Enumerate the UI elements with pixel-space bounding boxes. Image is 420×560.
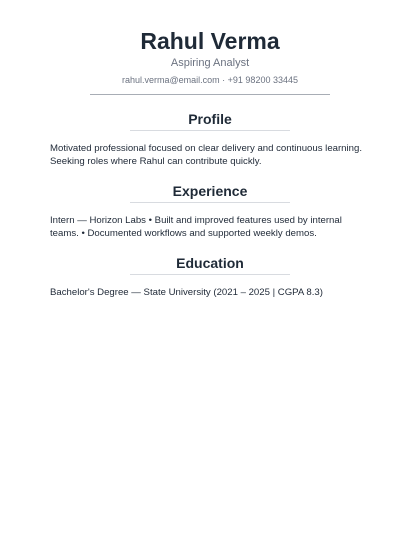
profile-text: Motivated professional focused on clear delivery and continuous learning. Seeking roles where Rahul can contribute quickly. xyxy=(50,143,362,167)
experience-section xyxy=(50,182,370,240)
candidate-role: Aspiring Analyst xyxy=(170,57,250,69)
profile-section xyxy=(50,110,370,168)
header-divider xyxy=(90,94,330,95)
education-section xyxy=(50,254,370,299)
profile-divider xyxy=(130,130,290,131)
resume-header xyxy=(50,0,370,95)
education-heading: Education xyxy=(176,255,244,271)
experience-divider xyxy=(130,202,290,203)
experience-text: Intern — Horizon Labs • Built and improved features used by internal teams. • Documented workflows and supported weekly demos. xyxy=(50,215,342,239)
contact-line: rahul.verma@email.com · +91 98200 33445 xyxy=(122,75,298,85)
candidate-name: Rahul Verma xyxy=(140,28,280,54)
education-divider xyxy=(130,274,290,275)
profile-heading: Profile xyxy=(188,111,232,127)
education-text: Bachelor's Degree — State University (2021 – 2025 | CGPA 8.3) xyxy=(50,287,323,298)
experience-heading: Experience xyxy=(172,183,248,199)
